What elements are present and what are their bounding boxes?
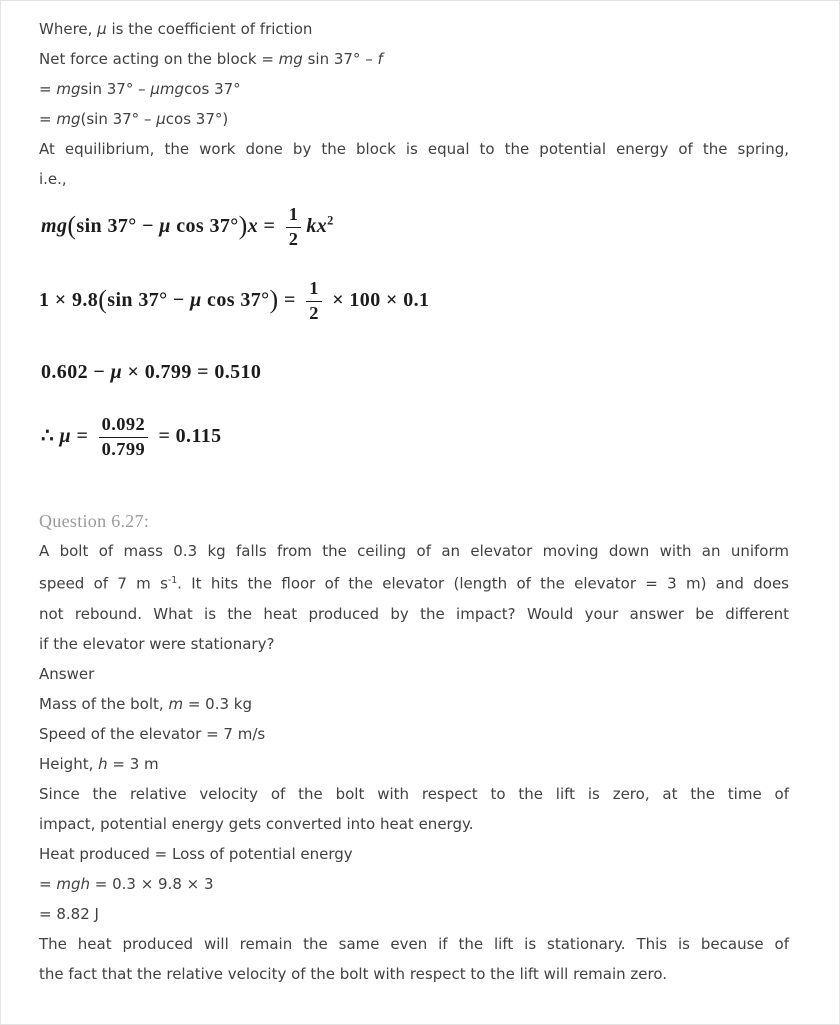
text-run: 1 × 9.8: [39, 289, 99, 312]
big-paren: ): [238, 211, 248, 241]
answer-line-relative-2: [39, 809, 789, 839]
text-run: = 0.115: [153, 424, 222, 447]
text-run: speed of 7 m s: [39, 574, 168, 593]
italic-variable: mg: [278, 50, 303, 68]
italic-variable: μ: [110, 360, 123, 383]
question-line-1: [39, 536, 789, 566]
answer-label: [39, 659, 789, 689]
text-run: =: [39, 80, 57, 98]
text-run: (sin 37° –: [80, 110, 157, 128]
intro-line-net-force: [39, 44, 789, 74]
italic-variable: kx: [306, 214, 328, 237]
text-run: cos 37°: [170, 214, 239, 237]
text-run: A bolt of mass 0.3 kg falls from the ceiling of an elevator moving down with an uniform: [39, 542, 789, 561]
text-run: = 3 m: [107, 754, 159, 773]
answer-line-heat-produced: [39, 839, 789, 869]
question-line-3: [39, 599, 789, 629]
text-run: cos 37°: [184, 80, 241, 98]
text-run: Height,: [39, 754, 99, 773]
italic-variable: h: [98, 754, 108, 773]
answer-line-speed: [39, 719, 789, 749]
italic-variable: mgh: [56, 874, 90, 893]
italic-variable: f: [377, 50, 383, 68]
text-run: ∴: [41, 424, 60, 447]
question-heading: Question 6.27:: [39, 511, 150, 532]
text-run: =: [278, 289, 302, 312]
italic-variable: μ: [190, 289, 202, 312]
equation-spring-energy: [41, 204, 789, 250]
intro-line-ie: [39, 164, 789, 194]
text-run: × 100 × 0.1: [326, 289, 430, 312]
text-run: Where,: [39, 20, 98, 38]
text-run: =: [258, 214, 281, 237]
intro-line-factored: [39, 104, 789, 134]
text-run: = 8.82 J: [39, 904, 99, 923]
answer-line-height: [39, 749, 789, 779]
fraction: $\frac{1}{2}$: [286, 204, 302, 250]
big-paren: (: [98, 285, 108, 315]
answer-line-result: [39, 899, 789, 929]
answer-line-conclusion-2: [39, 959, 789, 989]
big-paren: ): [269, 285, 279, 315]
italic-variable: μ: [97, 20, 107, 38]
text-run: is the coefficient of friction: [106, 20, 313, 38]
text-run: Net force acting on the block =: [39, 50, 279, 68]
text-run: =: [39, 110, 57, 128]
intro-line-where-mu: [39, 14, 789, 44]
intro-line-equilibrium: [39, 134, 789, 164]
text-run: Answer: [39, 664, 95, 683]
italic-variable: x: [247, 214, 259, 237]
text-run: The heat produced will remain the same even if the lift is stationary. This is because of: [39, 934, 789, 953]
text-run: At equilibrium, the work done by the block is equal to the potential energy of the spring,: [39, 140, 789, 158]
text-run: × 0.799 = 0.510: [122, 360, 262, 383]
superscript: -1: [167, 575, 178, 587]
text-run: cos 37°): [165, 110, 229, 128]
italic-variable: μ: [156, 110, 166, 128]
text-run: impact, potential energy gets converted into heat energy.: [39, 814, 474, 833]
text-run: Mass of the bolt,: [39, 694, 169, 713]
text-run: sin 37° −: [107, 289, 191, 312]
text-run: the fact that the relative velocity of the bolt with respect to the lift will remain zero.: [39, 964, 668, 983]
equation-simplified: [41, 361, 789, 384]
text-run: not rebound. What is the heat produced by the impact? Would your answer be different: [39, 604, 789, 623]
question-line-4: [39, 629, 789, 659]
intro-line-expansion: [39, 74, 789, 104]
italic-variable: μmg: [150, 80, 185, 98]
italic-variable: mg: [56, 110, 81, 128]
text-run: Speed of the elevator = 7 m/s: [39, 724, 266, 743]
text-run: = 0.3 kg: [183, 694, 252, 713]
text-run: = 0.3 × 9.8 × 3: [89, 874, 214, 893]
text-run: if the elevator were stationary?: [39, 634, 275, 653]
fraction: $\frac{1}{2}$: [306, 278, 322, 324]
text-run: sin 37° –: [80, 80, 151, 98]
equation-mu-result: [41, 414, 789, 460]
italic-variable: m: [168, 694, 184, 713]
text-run: 0.602 −: [41, 360, 111, 383]
italic-variable: mg: [41, 214, 68, 237]
text-run: . It hits the floor of the elevator (length of the elevator = 3 m) and does: [177, 574, 789, 593]
text-run: sin 37° −: [76, 214, 160, 237]
text-run: Since the relative velocity of the bolt with respect to the lift is zero, at the time of: [39, 784, 789, 803]
text-run: sin 37° –: [302, 50, 378, 68]
answer-line-relative-1: [39, 779, 789, 809]
answer-line-mgh: [39, 869, 789, 899]
text-run: =: [39, 874, 57, 893]
italic-variable: μ: [59, 424, 72, 447]
answer-line-mass: [39, 689, 789, 719]
equation-substituted: [39, 278, 789, 324]
fraction: $\frac{0.092}{0.799}$: [99, 414, 148, 460]
big-paren: (: [67, 211, 77, 241]
text-run: i.e.,: [39, 170, 67, 188]
text-run: Heat produced = Loss of potential energy: [39, 844, 353, 863]
superscript: 2: [327, 213, 334, 228]
italic-variable: μ: [159, 214, 171, 237]
italic-variable: mg: [56, 80, 81, 98]
text-run: =: [71, 424, 94, 447]
answer-line-conclusion-1: [39, 929, 789, 959]
question-line-2: [39, 566, 789, 599]
text-run: cos 37°: [201, 289, 270, 312]
